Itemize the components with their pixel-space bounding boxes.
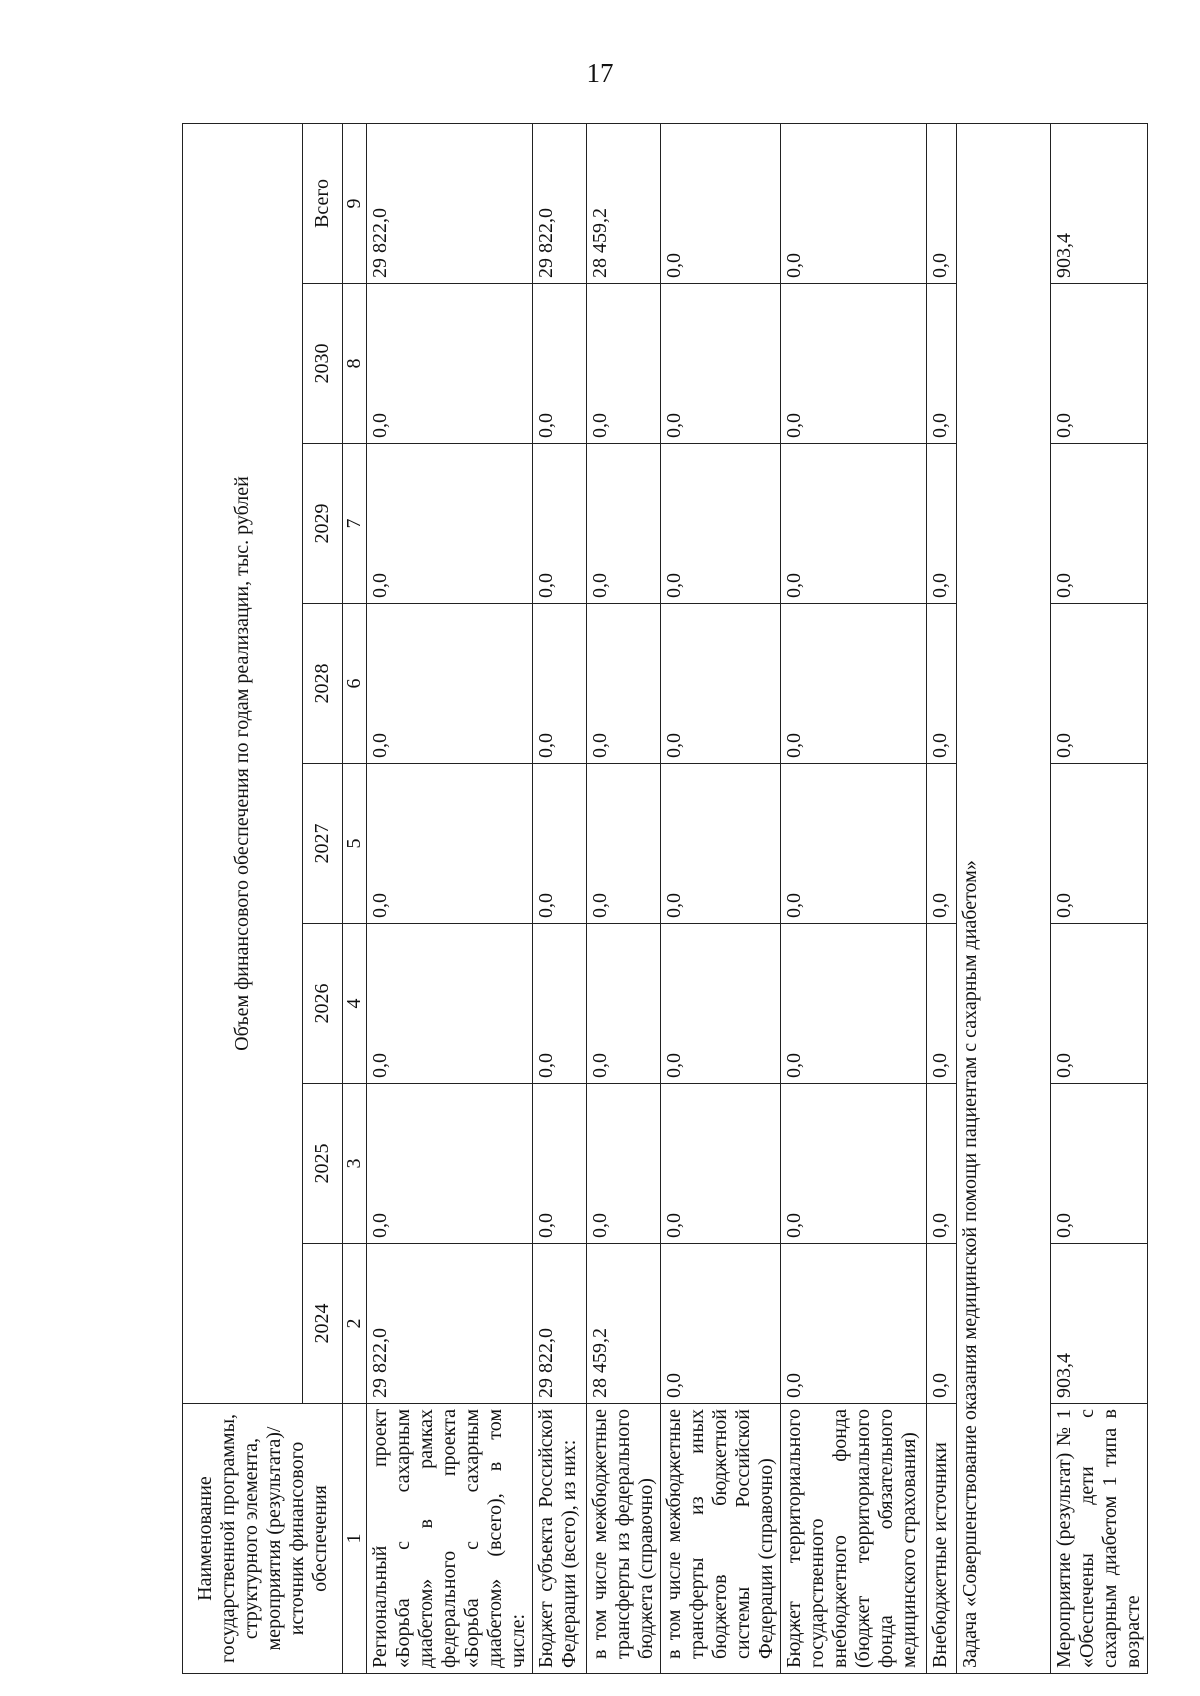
cell-value: 0,0 (533, 764, 587, 924)
cell-value: 0,0 (533, 1084, 587, 1244)
cell-value: 0,0 (781, 284, 927, 444)
cell-value: 0,0 (661, 123, 781, 283)
table-row (661, 123, 781, 1673)
row-name: Мероприятие (результат) № 1 «Обеспечены дети с сахарным диабетом 1 типа в возрасте (1051, 1404, 1148, 1674)
cell-value: 0,0 (661, 924, 781, 1084)
cell-value: 0,0 (587, 604, 661, 764)
header-year-2027: 2027 (303, 764, 343, 924)
cell-value: 0,0 (1051, 444, 1148, 604)
cell-value: 0,0 (1051, 764, 1148, 924)
cell-value: 0,0 (1051, 604, 1148, 764)
cell-value: 0,0 (781, 1084, 927, 1244)
cell-value: 0,0 (661, 444, 781, 604)
cell-value: 0,0 (927, 604, 957, 764)
cell-value: 0,0 (367, 604, 533, 764)
cell-value: 28 459,2 (587, 123, 661, 283)
header-volume-title: Объем финансового обеспечения по годам реализации, тыс. рублей (183, 123, 303, 1403)
column-index: 3 (343, 1084, 367, 1244)
table-row (587, 123, 661, 1673)
row-name: в том числе межбюджетные трансферты из федерального бюджета (справочно) (587, 1404, 661, 1674)
cell-value: 0,0 (927, 123, 957, 283)
financing-table-rotated (182, 124, 1144, 1674)
cell-value: 0,0 (661, 764, 781, 924)
header-year-2028: 2028 (303, 604, 343, 764)
cell-value: 0,0 (927, 924, 957, 1084)
cell-value: 0,0 (533, 924, 587, 1084)
cell-value: 29 822,0 (533, 1244, 587, 1404)
cell-value: 0,0 (367, 284, 533, 444)
cell-value: 903,4 (1051, 123, 1148, 283)
cell-value: 0,0 (367, 924, 533, 1084)
row-name: Задача «Совершенствование оказания медицинской помощи пациентам с сахарным диабетом» (957, 123, 1051, 1673)
column-index: 2 (343, 1244, 367, 1404)
cell-value: 0,0 (587, 284, 661, 444)
cell-value: 28 459,2 (587, 1244, 661, 1404)
cell-value: 0,0 (927, 444, 957, 604)
table-row (781, 123, 927, 1673)
cell-value: 0,0 (1051, 924, 1148, 1084)
cell-value: 0,0 (927, 764, 957, 924)
cell-value: 29 822,0 (533, 123, 587, 283)
cell-value: 0,0 (367, 764, 533, 924)
header-year-2026: 2026 (303, 924, 343, 1084)
cell-value: 0,0 (587, 1084, 661, 1244)
cell-value: 0,0 (1051, 1084, 1148, 1244)
header-year-2025: 2025 (303, 1084, 343, 1244)
header-total: Всего (303, 123, 343, 283)
table-row (1051, 123, 1148, 1673)
cell-value: 0,0 (661, 284, 781, 444)
column-index: 6 (343, 604, 367, 764)
row-name: Бюджет субъекта Российской Федерации (всего), из них: (533, 1404, 587, 1674)
column-index: 9 (343, 123, 367, 283)
cell-value: 0,0 (781, 1244, 927, 1404)
cell-value: 0,0 (367, 1084, 533, 1244)
financing-table (182, 123, 1148, 1674)
cell-value: 0,0 (533, 284, 587, 444)
cell-value: 0,0 (587, 924, 661, 1084)
row-name: Региональный проект «Борьба с сахарным диабетом» в рамках федерального проекта «Борьба с сахарным диабетом» (всего), в том числе: (367, 1404, 533, 1674)
cell-value: 0,0 (927, 284, 957, 444)
cell-value: 903,4 (1051, 1244, 1148, 1404)
cell-value: 0,0 (781, 123, 927, 283)
cell-value: 0,0 (367, 444, 533, 604)
cell-value: 0,0 (1051, 284, 1148, 444)
cell-value: 0,0 (927, 1084, 957, 1244)
cell-value: 0,0 (781, 444, 927, 604)
cell-value: 0,0 (533, 604, 587, 764)
cell-value: 0,0 (661, 1084, 781, 1244)
header-year-2024: 2024 (303, 1244, 343, 1404)
header-name-column: Наименование государственной программы, структурного элемента, мероприятия (результата)/источник финансового обеспечения (183, 1404, 343, 1674)
column-index: 4 (343, 924, 367, 1084)
cell-value: 0,0 (927, 1244, 957, 1404)
table-row (367, 123, 533, 1673)
column-index: 5 (343, 764, 367, 924)
cell-value: 0,0 (533, 444, 587, 604)
cell-value: 0,0 (587, 764, 661, 924)
row-name: в том числе межбюджетные трансферты из иных бюджетов бюджетной системы Российской Федерации (справочно) (661, 1404, 781, 1674)
page-number: 17 (586, 58, 614, 88)
column-index: 8 (343, 284, 367, 444)
row-name: Внебюджетные источники (927, 1404, 957, 1674)
cell-value: 0,0 (781, 604, 927, 764)
header-year-2029: 2029 (303, 444, 343, 604)
cell-value: 0,0 (661, 604, 781, 764)
table-row (927, 123, 957, 1673)
cell-value: 0,0 (661, 1244, 781, 1404)
row-name: Бюджет территориального государственного внебюджетного фонда (бюджет территориального фонда обязательного медицинского страхования) (781, 1404, 927, 1674)
cell-value: 0,0 (587, 444, 661, 604)
column-index-row (343, 123, 367, 1673)
cell-value: 0,0 (781, 924, 927, 1084)
column-index: 7 (343, 444, 367, 604)
cell-value: 29 822,0 (367, 123, 533, 283)
header-year-2030: 2030 (303, 284, 343, 444)
table-row (957, 123, 1051, 1673)
table-row (533, 123, 587, 1673)
cell-value: 29 822,0 (367, 1244, 533, 1404)
cell-value: 0,0 (781, 764, 927, 924)
column-index: 1 (343, 1404, 367, 1674)
